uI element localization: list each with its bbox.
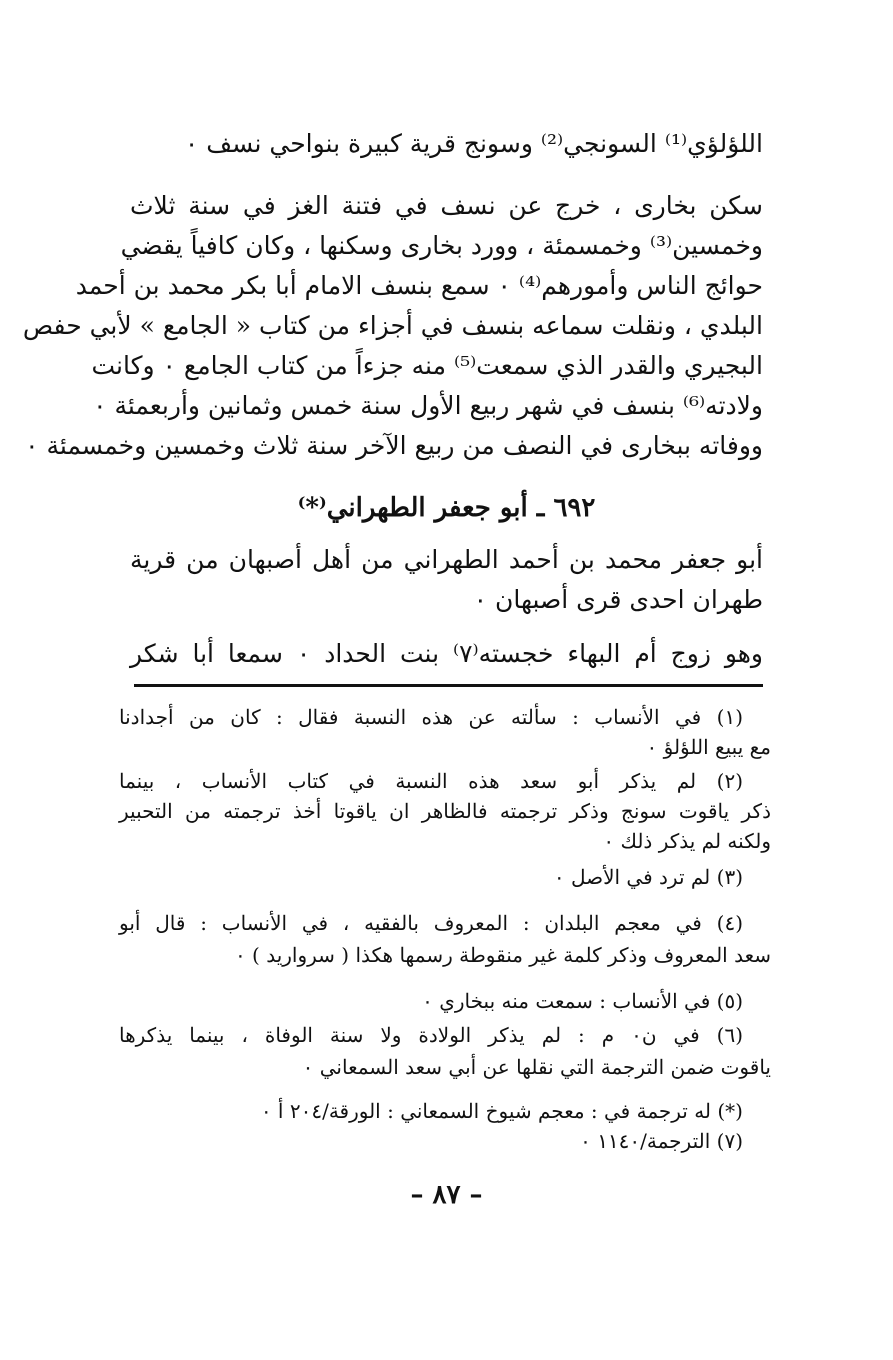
entry-line-3: وهو زوج أم البهاء خجسته⁽٧⁾ بنت الحداد ٠ سمعا أبا شكر	[130, 639, 763, 668]
footnote-2-cont: ذكر ياقوت سونج وذكر ترجمته فالظاهر ان ياقوتا أخذ ترجمته من التحبير	[119, 799, 771, 823]
footnote-7: (٧) الترجمة/١١٤٠ ٠	[580, 1129, 743, 1153]
body-line-7: ولادته⁽⁶⁾ بنسف في شهر ربيع الأول سنة خمس وثمانين وأربعمئة ٠	[93, 391, 763, 420]
entry-line-2: طهران احدى قرى أصبهان ٠	[473, 585, 763, 614]
body-line-4: حوائج الناس وأمورهم⁽⁴⁾ ٠ سمع بنسف الامام أبا بكر محمد بن أحمد	[75, 271, 763, 300]
footnote-separator	[134, 684, 763, 687]
footnote-2-cont-2: ولكنه لم يذكر ذلك ٠	[603, 829, 771, 853]
body-line-5: البلدي ، ونقلت سماعه بنسف في أجزاء من كتاب « الجامع » لأبي حفص	[22, 311, 763, 340]
body-line-3: وخمسين⁽³⁾ وخمسمئة ، وورد بخارى وسكنها ، وكان كافياً يقضي	[120, 231, 763, 260]
body-line-8: ووفاته ببخارى في النصف من ربيع الآخر سنة ثلاث وخمسين وخمسمئة ٠	[25, 431, 763, 460]
footnote-4: (٤) في معجم البلدان : المعروف بالفقيه ، في الأنساب : قال أبو	[119, 911, 743, 935]
body-line-2: سكن بخارى ، خرج عن نسف في فتنة الغز في سنة ثلاث	[130, 191, 763, 220]
page-number: – ٨٧ –	[410, 1180, 483, 1210]
footnote-3: (٣) لم ترد في الأصل ٠	[553, 865, 743, 889]
body-line-1: اللؤلؤي⁽¹⁾ السونجي⁽²⁾ وسونج قرية كبيرة بنواحي نسف ٠	[184, 129, 763, 158]
footnote-1-cont: مع يبيع اللؤلؤ ٠	[646, 735, 771, 759]
footnote-4-cont: سعد المعروف وذكر كلمة غير منقوطة رسمها هكذا ( سرواريد ) ٠	[234, 943, 771, 967]
entry-heading: ٦٩٢ ـ أبو جعفر الطهراني⁽*⁾	[297, 493, 596, 523]
footnote-2: (٢) لم يذكر أبو سعد هذه النسبة في كتاب الأنساب ، بينما	[119, 769, 743, 793]
footnote-5: (٥) في الأنساب : سمعت منه ببخاري ٠	[422, 989, 743, 1013]
footnote-1: (١) في الأنساب : سألته عن هذه النسبة فقال : كان من أجدادنا	[119, 705, 743, 729]
footnote-6: (٦) في ن٠ م : لم يذكر الولادة ولا سنة الوفاة ، بينما يذكرها	[119, 1023, 743, 1047]
entry-line-1: أبو جعفر محمد بن أحمد الطهراني من أهل أصبهان من قرية	[130, 545, 763, 574]
footnote-6-cont: ياقوت ضمن الترجمة التي نقلها عن أبي سعد السمعاني ٠	[302, 1055, 771, 1079]
footnote-star: (*) له ترجمة في : معجم شيوخ السمعاني : الورقة/٢٠٤ أ ٠	[260, 1099, 743, 1123]
body-line-6: البجيري والقدر الذي سمعت⁽⁵⁾ منه جزءاً من كتاب الجامع ٠ وكانت	[91, 351, 763, 380]
